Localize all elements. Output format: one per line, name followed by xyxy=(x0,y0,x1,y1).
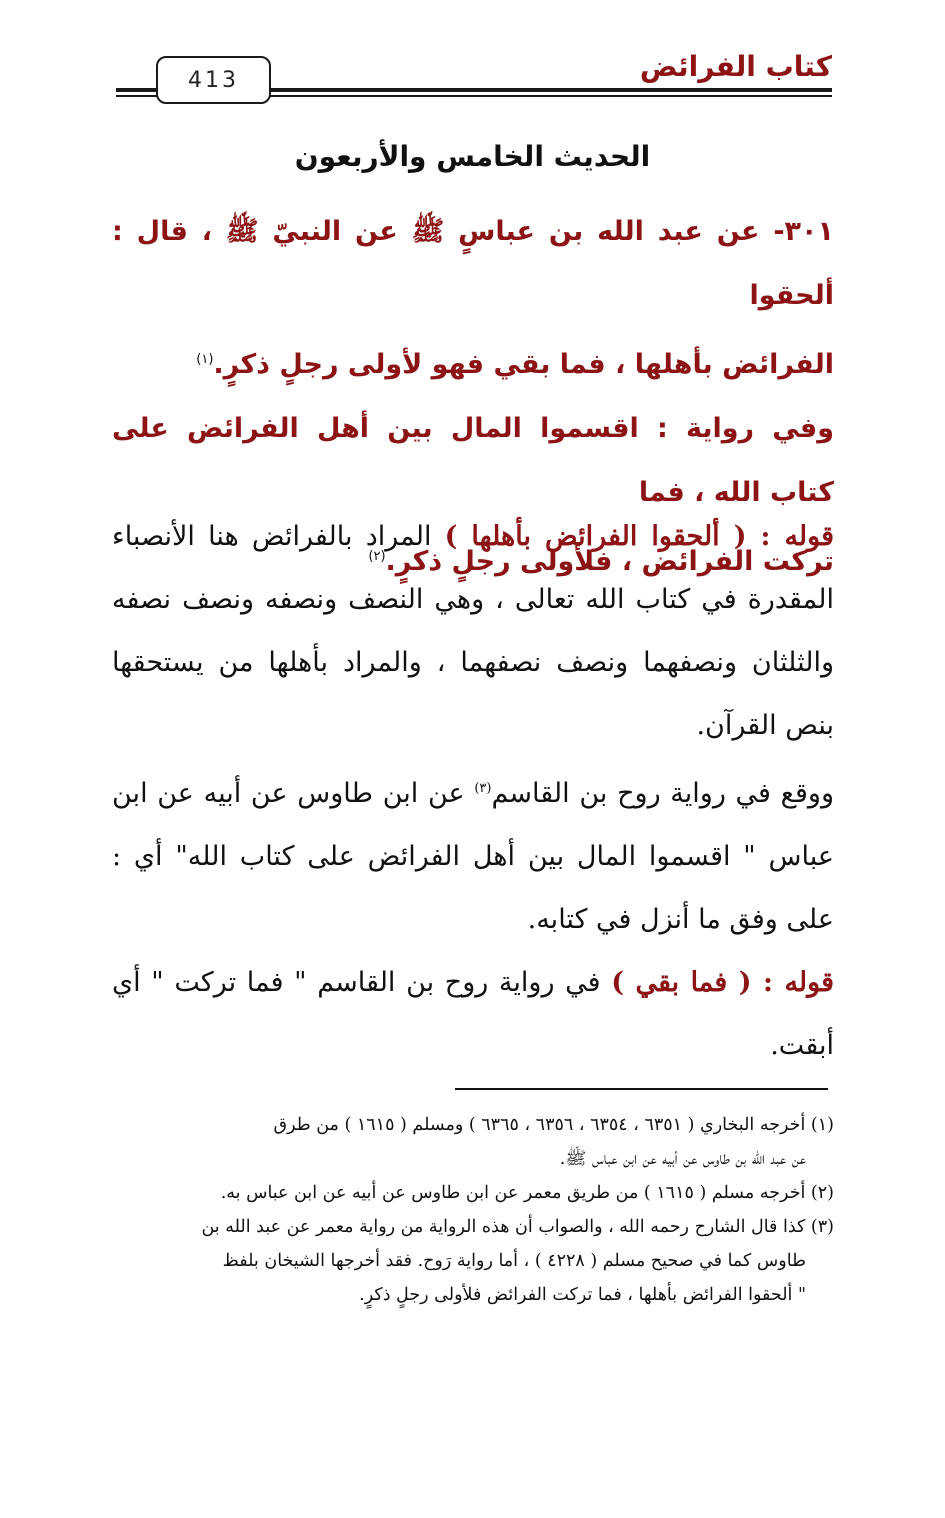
footnote-ref[interactable]: (٢) xyxy=(368,549,386,564)
footnote: عن عبد الله بن طاوس عن أبيه عن ابن عباس ﷺ. xyxy=(559,1149,806,1169)
footnotes xyxy=(112,1108,834,1312)
section-title: الحديث الخامس والأربعون xyxy=(294,140,651,173)
footnote: طاوس كما في صحيح مسلم ( ٤٢٢٨ ) ، أما رواية رَوح. فقد أخرجها الشيخان بلفظ xyxy=(222,1251,806,1271)
commentary-paragraph xyxy=(112,951,834,1077)
paragraph-text: في رواية روح بن القاسم " فما تركت " أي أبقت. xyxy=(112,967,834,1061)
quoted-phrase: قوله : ( ألحقوا الفرائض بأهلها ) xyxy=(444,521,834,552)
footnote: (١) أخرجه البخاري ( ٦٣٥١ ، ٦٣٥٤ ، ٦٣٥٦ ، ٦٣٦٥ ) ومسلم ( ١٦١٥ ) من طرق xyxy=(273,1115,834,1135)
footnote-ref[interactable]: (٣) xyxy=(474,781,492,796)
hadith-line: وفي رواية : اقسموا المال بين أهل الفرائض على كتاب الله ، فما xyxy=(112,413,834,508)
commentary-paragraph xyxy=(112,505,834,757)
commentary xyxy=(112,505,834,1077)
hadith-line-text: الفرائض بأهلها ، فما بقي فهو لأولى رجلٍ ذكرٍ. xyxy=(213,349,834,380)
paragraph-text: عن ابن طاوس عن أبيه عن ابن عباس " اقسموا المال بين أهل الفرائض على كتاب الله" أي : على وفق ما أنزل في كتابه. xyxy=(112,778,834,935)
footnote-ref[interactable]: (١) xyxy=(196,352,214,367)
hadith-line xyxy=(112,328,834,397)
footnote-separator xyxy=(455,1088,828,1090)
footnote: (٢) أخرجه مسلم ( ١٦١٥ ) من طريق معمر عن ابن طاوس عن أبيه عن ابن عباس به. xyxy=(220,1183,834,1203)
footnote: " ألحقوا الفرائض بأهلها ، فما تركت الفرائض فلأولى رجلٍ ذكرٍ. xyxy=(359,1285,806,1305)
hadith-line-text: تركت الفرائض ، فلأولى رجلٍ ذكرٍ. xyxy=(385,546,834,577)
book-title: كتاب الفرائض xyxy=(639,50,832,83)
commentary-paragraph xyxy=(112,757,834,951)
footnote: (٣) كذا قال الشارح رحمه الله ، والصواب أن هذه الرواية من رواية معمر عن عبد الله بن xyxy=(201,1217,834,1237)
hadith-line: ٣٠١- عن عبد الله بن عباسٍ ﷺ عن النبيّ ﷺ ، قال : ألحقوا xyxy=(112,216,834,311)
paragraph-text: المراد بالفرائض هنا الأنصباء المقدرة في كتاب الله تعالى ، وهي النصف ونصفه ونصف نصفه والثلثان ونصفهما ونصف نصفهما ، والمراد بأهلها من يستحقها بنص القرآن. xyxy=(112,521,834,741)
quoted-phrase: قوله : ( فما بقي ) xyxy=(611,967,835,998)
page-number: 413 xyxy=(156,56,271,104)
paragraph-text: ووقع في رواية روح بن القاسم xyxy=(491,778,835,809)
